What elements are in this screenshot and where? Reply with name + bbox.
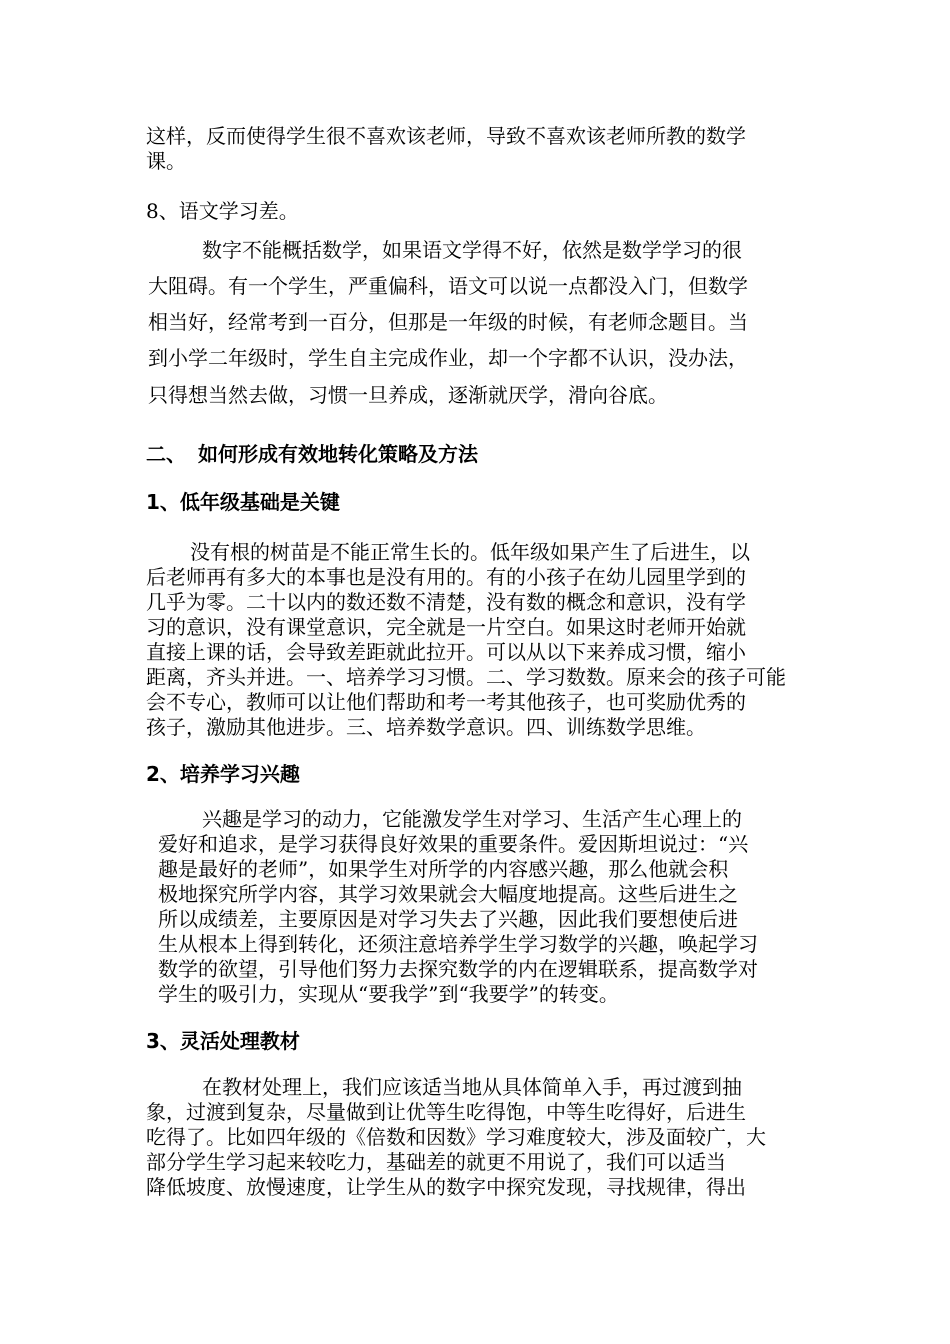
sub1-line-4: 习的意识，没有课堂意识，完全就是一片空白。如果这时老师开始就: [146, 615, 746, 639]
sub3-line-3: 吃得了。比如四年级的《倍数和因数》学习难度较大，涉及面较广，大: [146, 1125, 766, 1149]
item8-line-1: 数字不能概括数学，如果语文学得不好，依然是数学学习的很: [202, 238, 742, 262]
item8-heading: 8、语文学习差。: [146, 199, 299, 223]
sub2-line-7: 数学的欲望，引导他们努力去探究数学的内在逻辑联系，提高数学对: [158, 957, 758, 981]
sub2-line-8: 学生的吸引力，实现从“要我学”到“我要学”的转变。: [158, 982, 619, 1006]
section2-title: 如何形成有效地转化策略及方法: [198, 442, 478, 466]
sub1-line-7: 会不专心，教师可以让他们帮助和考一考其他孩子，也可奖励优秀的: [146, 690, 746, 714]
sub3-line-4: 部分学生学习起来较吃力，基础差的就更不用说了，我们可以适当: [146, 1150, 726, 1174]
sub3-line-5: 降低坡度、放慢速度，让学生从的数字中探究发现，寻找规律，得出: [146, 1175, 746, 1199]
sub2-line-3: 趣是最好的老师”，如果学生对所学的内容感兴趣，那么他就会积: [158, 857, 729, 881]
section2-number: 二、: [146, 442, 186, 466]
sub1-line-8: 孩子，激励其他进步。三、培养数学意识。四、训练数学思维。: [146, 715, 706, 739]
sub2-line-6: 生从根本上得到转化，还须注意培养学生学习数学的兴趣，唤起学习: [158, 932, 758, 956]
sub2-line-5: 所以成绩差，主要原因是对学习失去了兴趣，因此我们要想使后进: [158, 907, 738, 931]
item8-line-5: 只得想当然去做，习惯一旦养成，逐渐就厌学，滑向谷底。: [148, 383, 668, 407]
sub1-line-3: 几乎为零。二十以内的数还数不清楚，没有数的概念和意识，没有学: [146, 590, 746, 614]
sub1-line-5: 直接上课的话，会导致差距就此拉开。可以从以下来养成习惯，缩小: [146, 640, 746, 664]
item8-line-3: 相当好，经常考到一百分，但那是一年级的时候，有老师念题目。当: [148, 310, 748, 334]
sub2-line-1: 兴趣是学习的动力，它能激发学生对学习、生活产生心理上的: [202, 807, 742, 831]
intro-line-2: 课。: [146, 149, 186, 173]
sub2-heading: 2、培养学习兴趣: [146, 762, 300, 786]
sub1-line-1: 没有根的树苗是不能正常生长的。低年级如果产生了后进生，以: [190, 540, 750, 564]
sub3-heading: 3、灵活处理教材: [146, 1029, 300, 1053]
sub1-line-2: 后老师再有多大的本事也是没有用的。有的小孩子在幼儿园里学到的: [146, 565, 746, 589]
section2-heading: [146, 440, 646, 468]
item8-line-2: 大阻碍。有一个学生，严重偏科，语文可以说一点都没入门，但数学: [148, 274, 748, 298]
item8-line-4: 到小学二年级时，学生自主完成作业，却一个字都不认识，没办法，: [148, 346, 748, 370]
sub2-line-4: 极地探究所学内容，其学习效果就会大幅度地提高。这些后进生之: [158, 882, 738, 906]
sub2-line-2: 爱好和追求，是学习获得良好效果的重要条件。爱因斯坦说过：“兴: [158, 832, 749, 856]
sub3-line-2: 象，过渡到复杂，尽量做到让优等生吃得饱，中等生吃得好，后进生: [146, 1100, 746, 1124]
sub3-line-1: 在教材处理上，我们应该适当地从具体简单入手，再过渡到抽: [202, 1075, 742, 1099]
intro-line-1: 这样，反而使得学生很不喜欢该老师，导致不喜欢该老师所教的数学: [146, 124, 746, 148]
sub1-heading: 1、低年级基础是关键: [146, 490, 340, 514]
sub1-line-6: 距离，齐头并进。一、培养学习习惯。二、学习数数。原来会的孩子可能: [146, 665, 786, 689]
